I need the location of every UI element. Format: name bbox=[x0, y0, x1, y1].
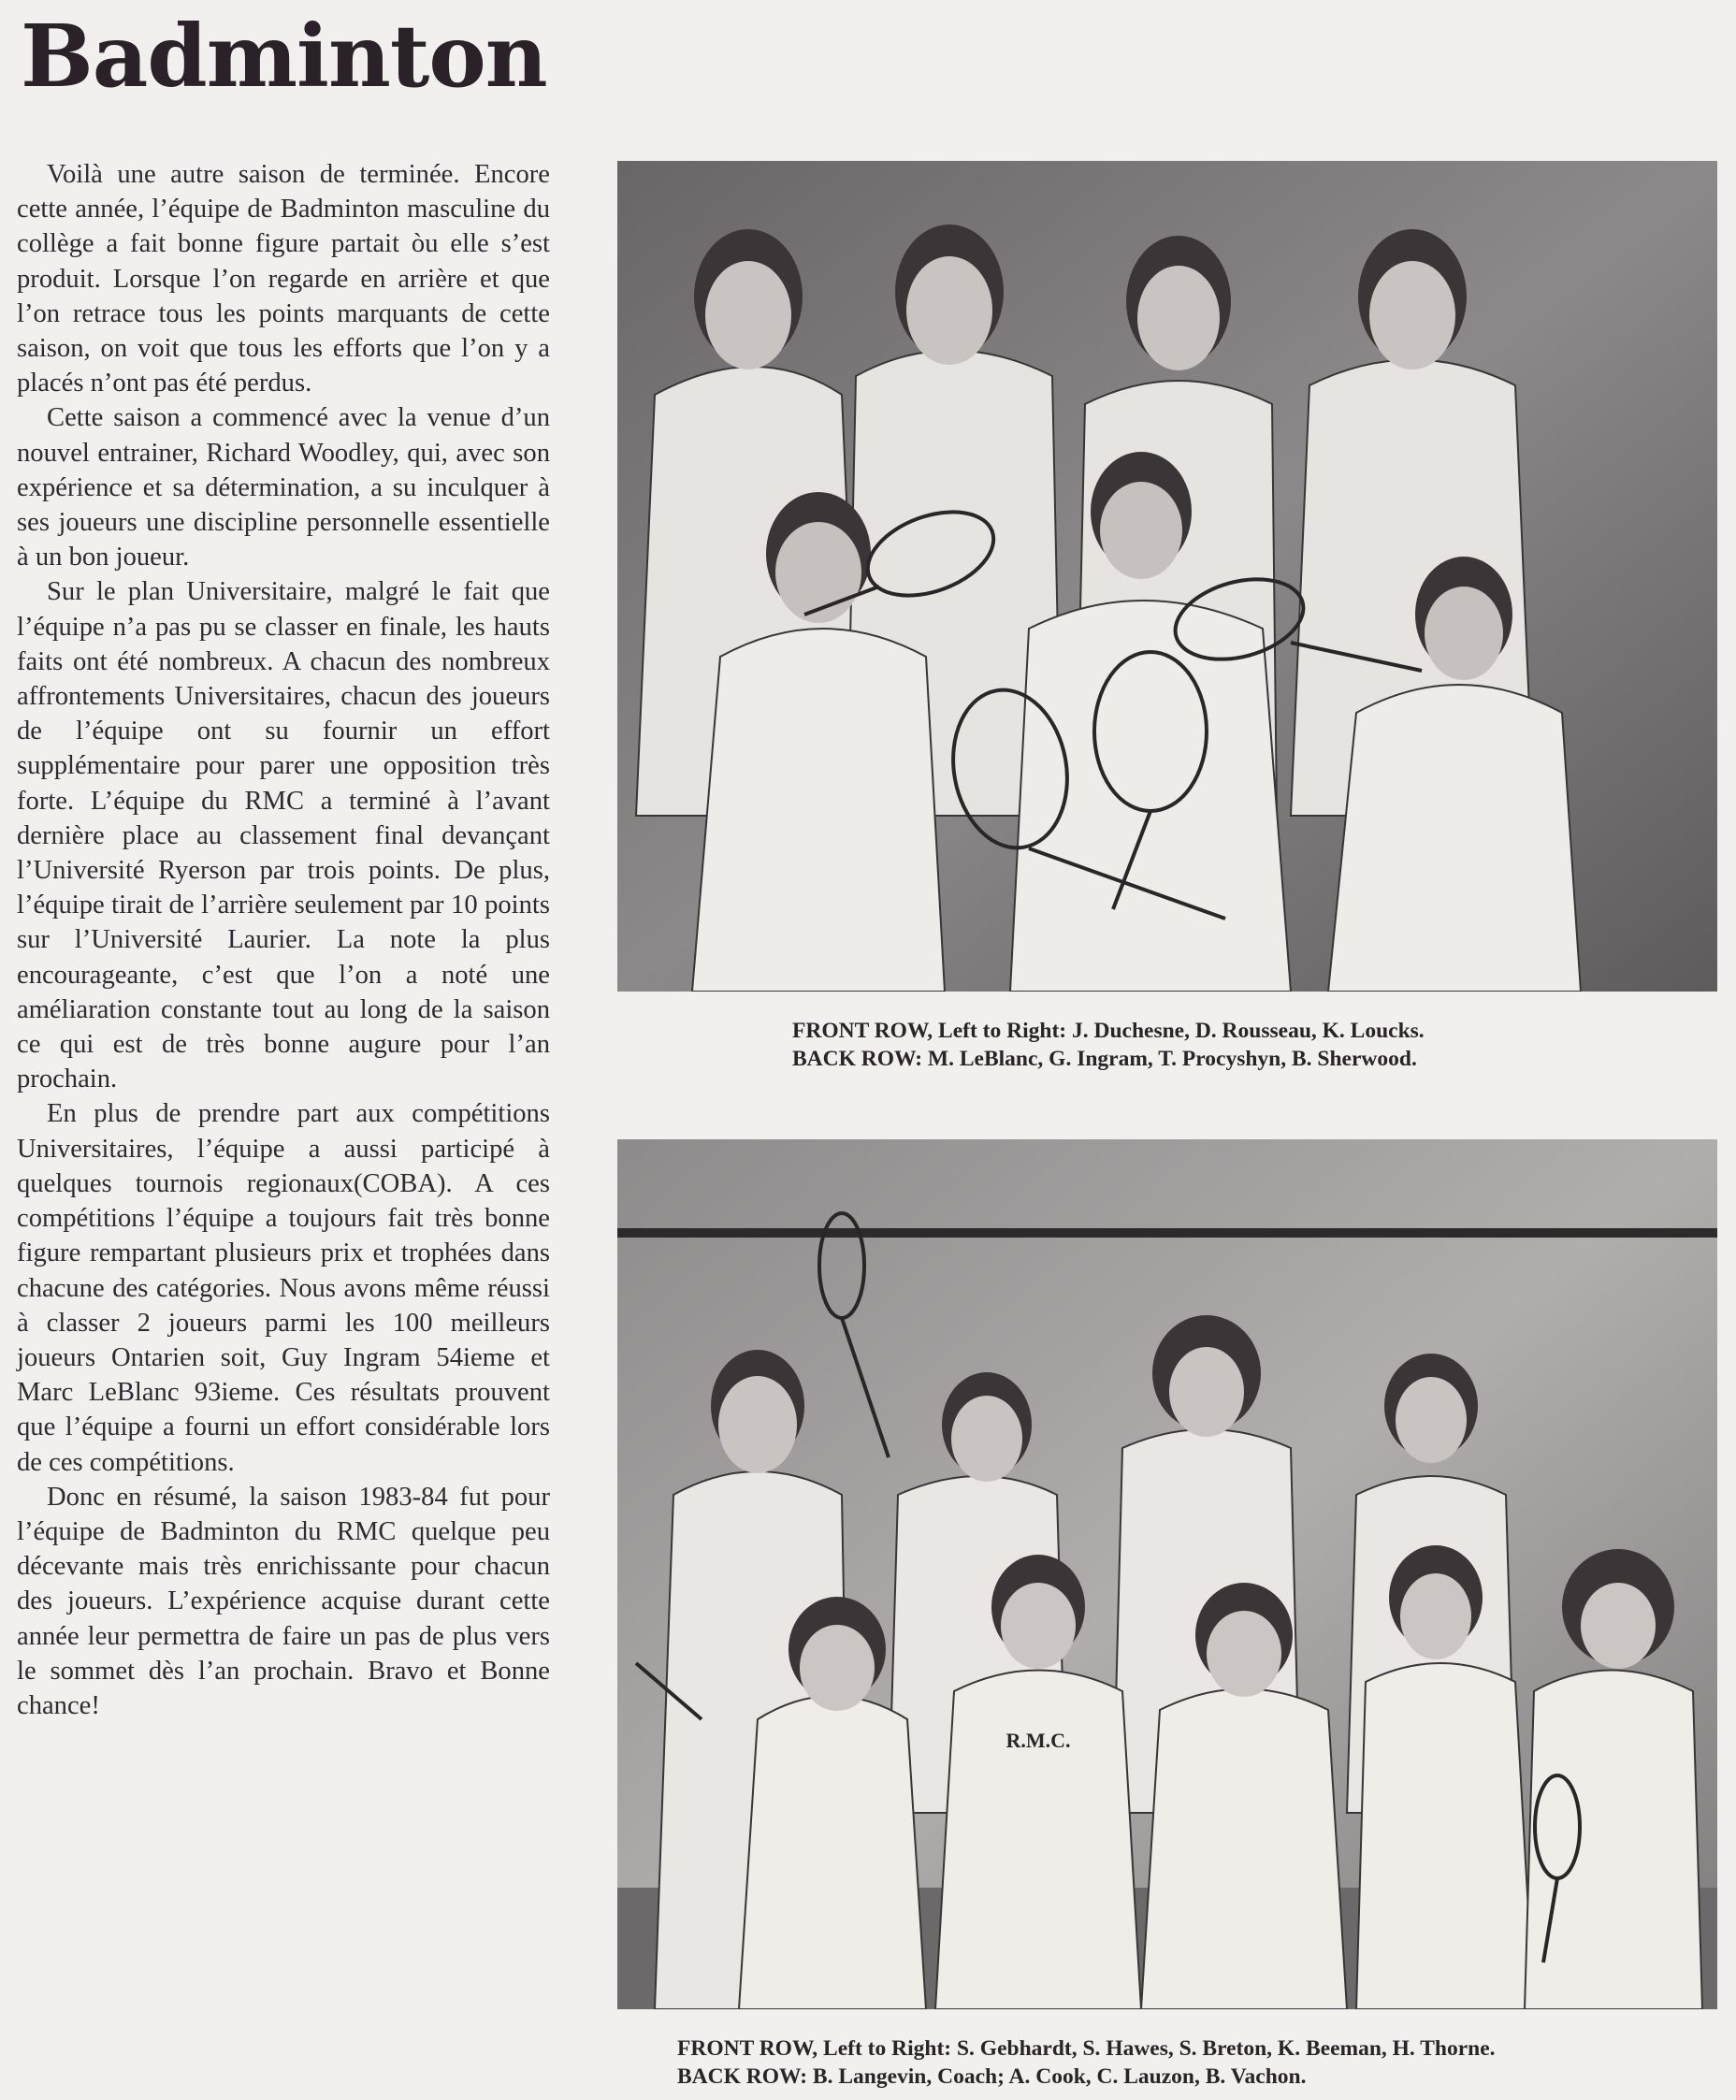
article-body bbox=[17, 157, 550, 1723]
womens-photo-caption bbox=[677, 2035, 1496, 2091]
mens-team-photo-image bbox=[617, 161, 1717, 992]
article-paragraph: En plus de prendre part aux compétitions Universitaires, l’équipe a aussi participé à quelques tournois regionaux(COBA). A ces compétitions l’équipe a toujours fait très bonne figure rempartant plusieurs prix et trophées dans chacune des catégories. Nous avons même réussi à classer 2 joueurs parmi les 100 meilleurs joueurs Ontarien soit, Guy Ingram 54ieme et Marc LeBlanc 93ieme. Ces résultats prouvent que l’équipe a fourni un effort considérable lors de ces compétitions. bbox=[17, 1099, 550, 1477]
womens-team-photo bbox=[617, 1139, 1717, 2009]
caption-front-row: FRONT ROW, Left to Right: S. Gebhardt, S. Hawes, S. Breton, K. Beeman, H. Thorne. bbox=[677, 2036, 1496, 2061]
womens-team-photo-image bbox=[617, 1139, 1717, 2009]
page-title: Badminton bbox=[21, 6, 547, 107]
shirt-logo: R.M.C. bbox=[1005, 1729, 1071, 1752]
caption-back-row: BACK ROW: M. LeBlanc, G. Ingram, T. Procyshyn, B. Sherwood. bbox=[792, 1047, 1417, 1071]
mens-team-photo bbox=[617, 161, 1717, 992]
caption-back-row: BACK ROW: B. Langevin, Coach; A. Cook, C. Lauzon, B. Vachon. bbox=[677, 2064, 1307, 2089]
article-paragraph: Donc en résumé, la saison 1983-84 fut pour l’équipe de Badminton du RMC quelque peu décevante mais très enrichissante pour chacun des joueurs. L’expérience acquise durant cette année leur permettra de faire un pas de plus vers le sommet dès l’an prochain. Bravo et Bonne chance! bbox=[17, 1482, 550, 1720]
article-paragraph: Voilà une autre saison de terminée. Encore cette année, l’équipe de Badminton masculine du collège a fait bonne figure partait òu elle s’est produit. Lorsque l’on regarde en arrière et que l’on retrace tous les points marquants de cette saison, on voit que tous les efforts que l’on y a placés n’ont pas été perdus. bbox=[17, 160, 550, 398]
article-paragraph: Sur le plan Universitaire, malgré le fait que l’équipe n’a pas pu se classer en finale, les hauts faits ont été nombreux. A chacun des nombreux affrontements Universitaires, chacun des joueurs de l’équipe ont su fournir un effort supplémentaire pour parer une opposition très forte. L’équipe du RMC a terminé à l’avant dernière place au classement final devançant l’Université Ryerson par trois points. De plus, l’équipe tirait de l’arrière seulement par 10 points sur l’Université Laurier. La note la plus encourageante, c’est que l’on a noté une améliaration constante tout au long de la saison ce qui est de très bonne augure pour l’an prochain. bbox=[17, 577, 550, 1094]
caption-front-row: FRONT ROW, Left to Right: J. Duchesne, D. Rousseau, K. Loucks. bbox=[792, 1019, 1425, 1043]
mens-photo-caption bbox=[792, 1017, 1425, 1073]
article-paragraph: Cette saison a commencé avec la venue d’un nouvel entrainer, Richard Woodley, qui, avec son expérience et sa détermination, a su inculquer à ses joueurs une discipline personnelle essentielle à un bon joueur. bbox=[17, 403, 550, 572]
